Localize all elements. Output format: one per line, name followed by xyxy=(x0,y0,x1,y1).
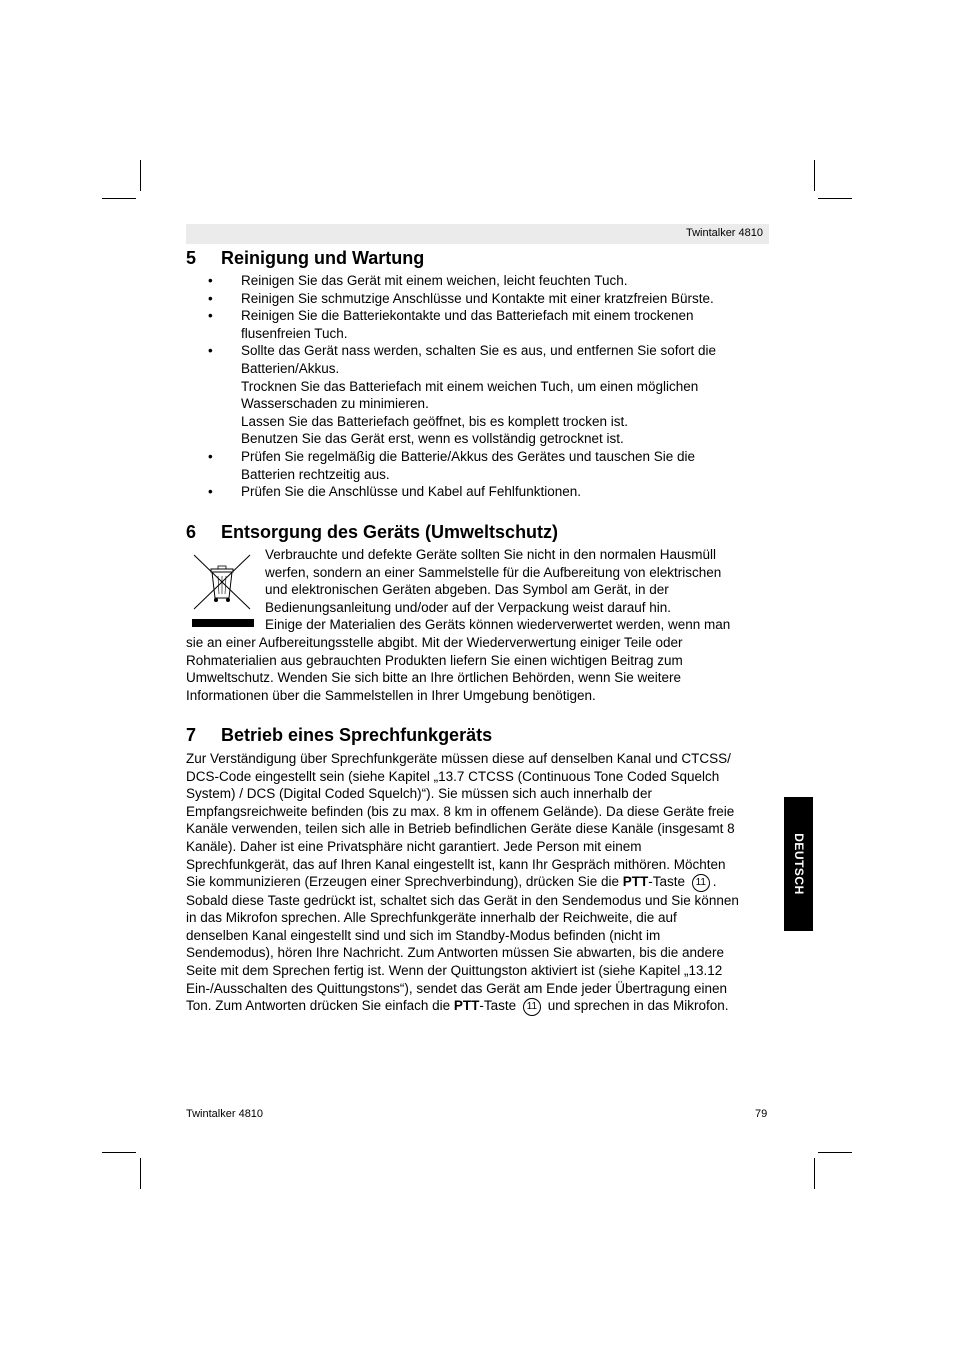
paragraph-line: Sobald diese Taste gedrückt ist, schaltet sich das Gerät in den Sendemodus und Sie können xyxy=(186,892,739,908)
list-item-text: Sollte das Gerät nass werden, schalten Sie es aus, und entfernen Sie sofort die xyxy=(241,343,717,359)
section-number: 5 xyxy=(186,248,197,268)
list-item xyxy=(186,290,769,308)
list-item-text: Lassen Sie das Batteriefach geöffnet, bis es komplett trocken ist. xyxy=(241,413,628,429)
list-item-text: Wasserschaden zu minimieren. xyxy=(241,396,429,412)
paragraph-line: Verbrauchte und defekte Geräte sollten Sie nicht in den normalen Hausmüll xyxy=(265,547,717,562)
list-item xyxy=(186,448,769,483)
paragraph-line: sie an einer Aufbereitungsstelle abgibt. Mit der Wiederverwertung einiger Teile oder xyxy=(186,634,683,650)
list-item-text: Prüfen Sie regelmäßig die Batterie/Akkus des Gerätes und tauschen Sie die xyxy=(241,448,696,464)
paragraph-line: Sprechfunkgerät, das auf Ihren Kanal eingestellt ist, kann Ihr Gespräch mithören. Möchten xyxy=(186,856,726,872)
paragraph-line: denselben Kanal eingestellt sind und sich im Standby-Modus befinden (nicht im xyxy=(186,927,661,943)
section-number: 7 xyxy=(186,725,197,745)
list-item-text: Prüfen Sie die Anschlüsse und Kabel auf Fehlfunktionen. xyxy=(241,484,581,500)
paragraph-line: werfen, sondern an einer Sammelstelle für die Aufbereitung von elektrischen xyxy=(265,564,722,580)
crop-mark xyxy=(140,1158,141,1189)
paragraph-line: Ton. Zum Antworten drücken Sie einfach die PTT-Taste 11 und sprechen in das Mikrofon. xyxy=(186,997,769,1015)
list-item xyxy=(186,307,769,342)
section-heading-7 xyxy=(186,723,492,747)
crop-mark xyxy=(102,198,136,199)
crop-mark xyxy=(818,198,852,199)
paragraph-line: Seite mit dem Sprechen fertig ist. Wenn der Quittungston aktiviert ist (siehe Kapitel „13.12 xyxy=(186,962,723,978)
header-title: Twintalker 4810 xyxy=(685,227,763,239)
bullet-marker: • xyxy=(208,484,213,500)
bullet-marker: • xyxy=(208,308,213,324)
bullet-marker: • xyxy=(208,343,213,359)
paragraph-line: Ein-/Ausschalten des Quittungstons“), sendet das Gerät am Ende jeder Übertragung einen xyxy=(186,980,728,996)
crop-mark xyxy=(814,160,815,191)
paragraph-line: Empfangsreichweite befinden (bis zu max. 8 km in offenem Gelände). Da diese Geräte freie xyxy=(186,803,735,819)
operation-text xyxy=(186,750,769,1016)
section-title: Reinigung und Wartung xyxy=(221,248,425,268)
paragraph-line: Bedienungsanleitung und/oder auf der Verpackung weist darauf hin. xyxy=(265,599,672,615)
paragraph-line: Kanäle verwenden, teilen sich alle in Betrieb befindlichen Geräte diese Kanäle (insgesamt 8 xyxy=(186,821,735,837)
cleaning-list xyxy=(186,272,769,501)
bullet-marker: • xyxy=(208,273,213,288)
crop-mark xyxy=(140,160,141,191)
section-number: 6 xyxy=(186,522,197,542)
paragraph-line: DCS-Code eingestellt sein (siehe Kapitel „13.7 CTCSS (Continuous Tone Coded Squelch xyxy=(186,768,720,784)
language-tab-label: DEUTSCH xyxy=(791,833,806,895)
paragraph-line: Informationen über die Sammelstellen in Ihrer Umgebung benötigen. xyxy=(186,687,596,703)
bullet-marker: • xyxy=(208,290,213,306)
footer-title: Twintalker 4810 xyxy=(186,1108,264,1120)
ptt-key-label: PTT xyxy=(622,874,649,890)
list-item-text: Reinigen Sie das Gerät mit einem weichen, leicht feuchten Tuch. xyxy=(241,273,628,288)
weee-crossed-bin-icon xyxy=(192,553,254,629)
paragraph-line: Umweltschutz. Wenden Sie sich bitte an Ihre örtlichen Behörden, wenn Sie weitere xyxy=(186,670,682,686)
language-tab xyxy=(784,797,813,931)
section-heading-5 xyxy=(186,246,424,270)
paragraph-line: und elektronischen Geräten abgeben. Das Symbol am Gerät, in der xyxy=(265,582,669,598)
ptt-key-number-badge: 11 xyxy=(523,998,541,1016)
list-item-text: Reinigen Sie schmutzige Anschlüsse und Kontakte mit einer kratzfreien Bürste. xyxy=(241,290,714,306)
paragraph-line: Zur Verständigung über Sprechfunkgeräte müssen diese auf denselben Kanal und CTCSS/ xyxy=(186,751,731,766)
bullet-marker: • xyxy=(208,448,213,464)
disposal-text xyxy=(186,546,769,704)
ptt-key-number-badge: 11 xyxy=(692,874,710,892)
paragraph-line: Einige der Materialien des Geräts können wiederverwertet werden, wenn man xyxy=(265,617,731,633)
crop-mark xyxy=(818,1152,852,1153)
page-number: 79 xyxy=(755,1108,768,1120)
list-item-text: Benutzen Sie das Gerät erst, wenn es vollständig getrocknet ist. xyxy=(241,431,624,447)
running-header xyxy=(186,224,769,244)
list-item-text: flusenfreien Tuch. xyxy=(241,325,348,341)
section-title: Entsorgung des Geräts (Umweltschutz) xyxy=(221,522,559,542)
paragraph-line: Sendemodus), hören Ihre Nachricht. Zum Antworten müssen Sie abwarten, bis die andere xyxy=(186,945,725,961)
paragraph-line: Rohmaterialien aus gebrauchten Produkten liefern Sie einen wichtigen Beitrag zum xyxy=(186,652,683,668)
crop-mark xyxy=(814,1158,815,1189)
section-title: Betrieb eines Sprechfunkgeräts xyxy=(221,725,493,745)
list-item-text: Trocknen Sie das Batteriefach mit einem weichen Tuch, um einen möglichen xyxy=(241,378,699,394)
list-item xyxy=(186,483,769,501)
crop-mark xyxy=(102,1152,136,1153)
list-item-text: Batterien rechtzeitig aus. xyxy=(241,466,390,482)
ptt-key-label: PTT xyxy=(453,998,480,1014)
paragraph-line: Sie kommunizieren (Erzeugen einer Sprechverbindung), drücken Sie die PTT-Taste 11 . xyxy=(186,873,769,891)
paragraph-line: in das Mikrofon sprechen. Alle Sprechfunkgeräte innerhalb der Reichweite, die auf xyxy=(186,910,677,926)
list-item-text: Batterien/Akkus. xyxy=(241,360,340,376)
list-item xyxy=(186,342,769,448)
paragraph-line: System) / DCS (Digital Coded Squelch)“). Sie müssen sich auch innerhalb der xyxy=(186,786,652,802)
list-item-text: Reinigen Sie die Batteriekontakte und das Batteriefach mit einem trockenen xyxy=(241,308,694,324)
list-item xyxy=(186,272,769,290)
paragraph-line: Kanäle). Daher ist eine Privatsphäre nicht garantiert. Jede Person mit einem xyxy=(186,838,642,854)
section-heading-6 xyxy=(186,520,558,544)
